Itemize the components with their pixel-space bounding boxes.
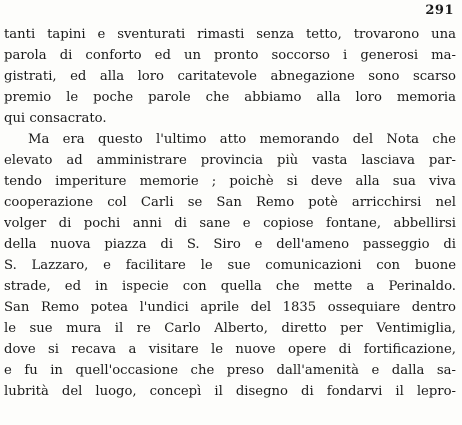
text-line: gistrati, ed alla loro caritatevole abnegazione sono scarso (4, 69, 456, 84)
text-line: San Remo potea l'undici aprile del 1835 ossequiare dentro (4, 300, 456, 315)
body-text (4, 24, 456, 402)
text-line: della nuova piazza di S. Siro e dell'ameno passeggio di (4, 237, 456, 252)
text-line: qui consacrato. (4, 111, 107, 126)
text-line: Ma era questo l'ultimo atto memorando del Nota che (28, 132, 456, 147)
text-line: volger di pochi anni di sane e copiose fontane, abbellirsi (4, 216, 456, 231)
text-line: S. Lazzaro, e facilitare le sue comunicazioni con buone (4, 258, 456, 273)
text-line: parola di conforto ed un pronto soccorso i generosi ma- (4, 48, 456, 63)
text-line: lubrità del luogo, concepì il disegno di fondarvi il lepro- (4, 384, 456, 399)
text-line: le sue mura il re Carlo Alberto, diretto per Ventimiglia, (4, 321, 456, 336)
text-line: tendo imperiture memorie ; poichè si deve alla sua viva (4, 174, 456, 189)
text-line: strade, ed in ispecie con quella che mette a Perinaldo. (4, 279, 456, 294)
page-number: 291 (425, 3, 454, 18)
text-line: e fu in quell'occasione che preso dall'amenità e dalla sa- (4, 363, 456, 378)
text-line: tanti tapini e sventurati rimasti senza tetto, trovarono una (4, 27, 456, 42)
text-line: cooperazione col Carli se San Remo potè arricchirsi nel (4, 195, 456, 210)
text-line: premio le poche parole che abbiamo alla loro memoria (4, 90, 456, 105)
text-line: dove si recava a visitare le nuove opere di fortificazione, (4, 342, 456, 357)
text-line: elevato ad amministrare provincia più vasta lasciava par- (4, 153, 456, 168)
